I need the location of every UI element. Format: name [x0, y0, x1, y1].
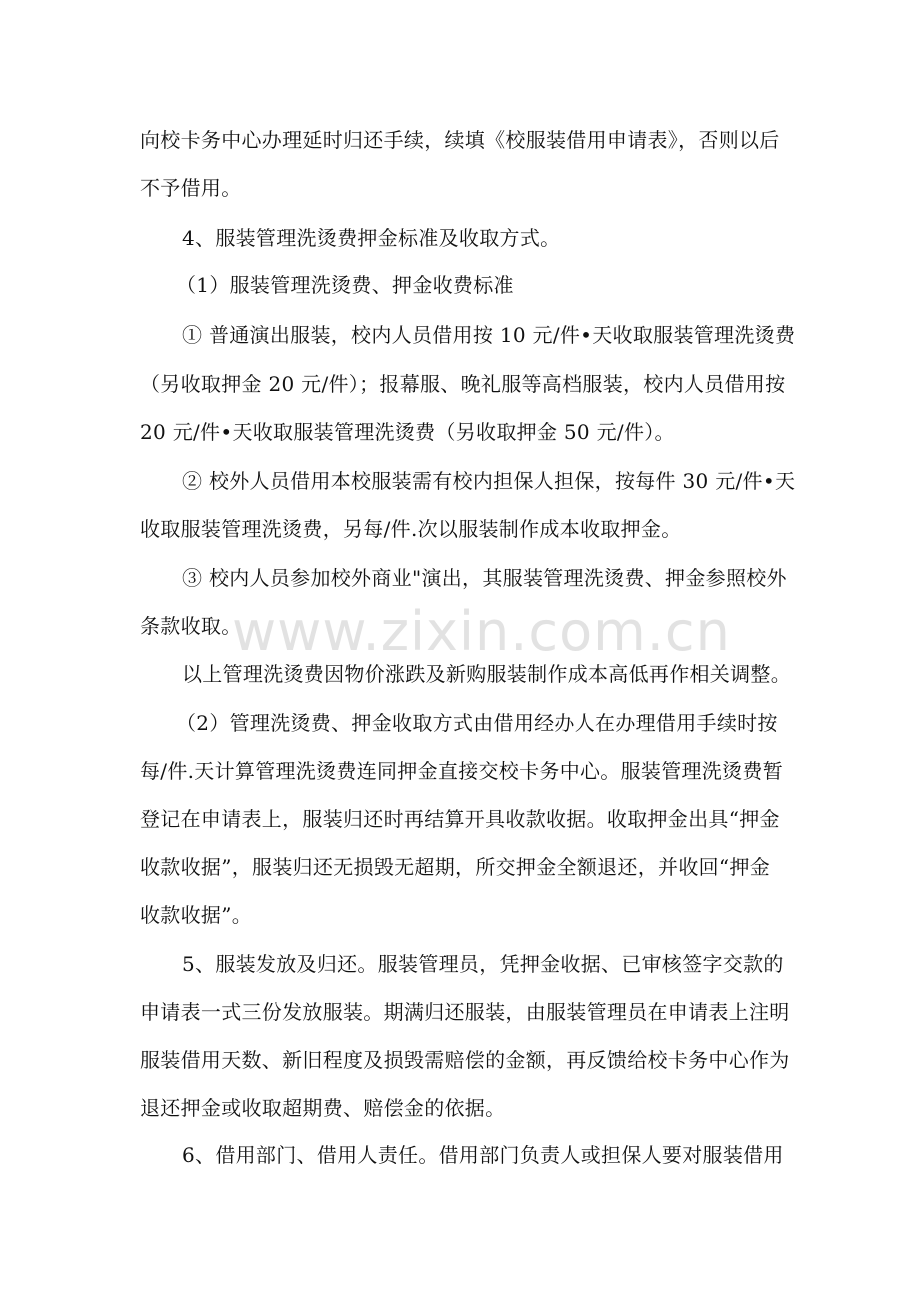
text-line: ② 校外人员借用本校服装需有校内担保人担保，按每件 30 元/件•天	[182, 469, 796, 493]
text-line: 收取服装管理洗烫费，另每/件.次以服装制作成本收取押金。	[140, 517, 682, 541]
text-line: 每/件.天计算管理洗烫费连同押金直接交校卡务中心。服装管理洗烫费暂	[140, 759, 783, 783]
text-line: 收款收据”。	[140, 903, 253, 927]
text-line: 服装借用天数、新旧程度及损毁需赔偿的金额，再反馈给校卡务中心作为	[140, 1048, 790, 1072]
text-line: 5、服装发放及归还。服装管理员，凭押金收据、已审核签字交款的	[182, 952, 784, 976]
text-line: 20 元/件•天收取服装管理洗烫费（另收取押金 50 元/件）。	[140, 420, 675, 444]
text-line: 条款收取。	[140, 614, 242, 638]
watermark: www.zixin.com.cn	[232, 600, 731, 663]
text-line: （另收取押金 20 元/件）；报幕服、晚礼服等高档服装，校内人员借用按	[140, 372, 786, 396]
text-line: 4、服装管理洗烫费押金标准及收取方式。	[182, 226, 561, 250]
text-line: 不予借用。	[140, 176, 242, 200]
text-line: 收款收据”，服装归还无损毁无超期，所交押金全额退还，并收回“押金	[140, 855, 771, 879]
text-line: 向校卡务中心办理延时归还手续，续填《校服装借用申请表》，否则以后	[140, 128, 780, 152]
text-line: ① 普通演出服装，校内人员借用按 10 元/件•天收取服装管理洗烫费	[182, 323, 796, 347]
text-line: 6、借用部门、借用人责任。借用部门负责人或担保人要对服装借用	[182, 1143, 784, 1167]
text-line: 登记在申请表上，服装归还时再结算开具收款收据。收取押金出具“押金	[140, 807, 780, 831]
text-line: ③ 校内人员参加校外商业"演出，其服装管理洗烫费、押金参照校外	[182, 566, 787, 590]
text-line: （1）服装管理洗烫费、押金收费标准	[176, 273, 514, 297]
text-line: 退还押金或收取超期费、赔偿金的依据。	[140, 1096, 506, 1120]
text-line: 以上管理洗烫费因物价涨跌及新购服装制作成本高低再作相关调整。	[182, 662, 791, 686]
text-line: 申请表一式三份发放服装。期满归还服装，由服装管理员在申请表上注明	[140, 1000, 790, 1024]
text-line: （2）管理洗烫费、押金收取方式由借用经办人在办理借用手续时按	[176, 711, 778, 735]
